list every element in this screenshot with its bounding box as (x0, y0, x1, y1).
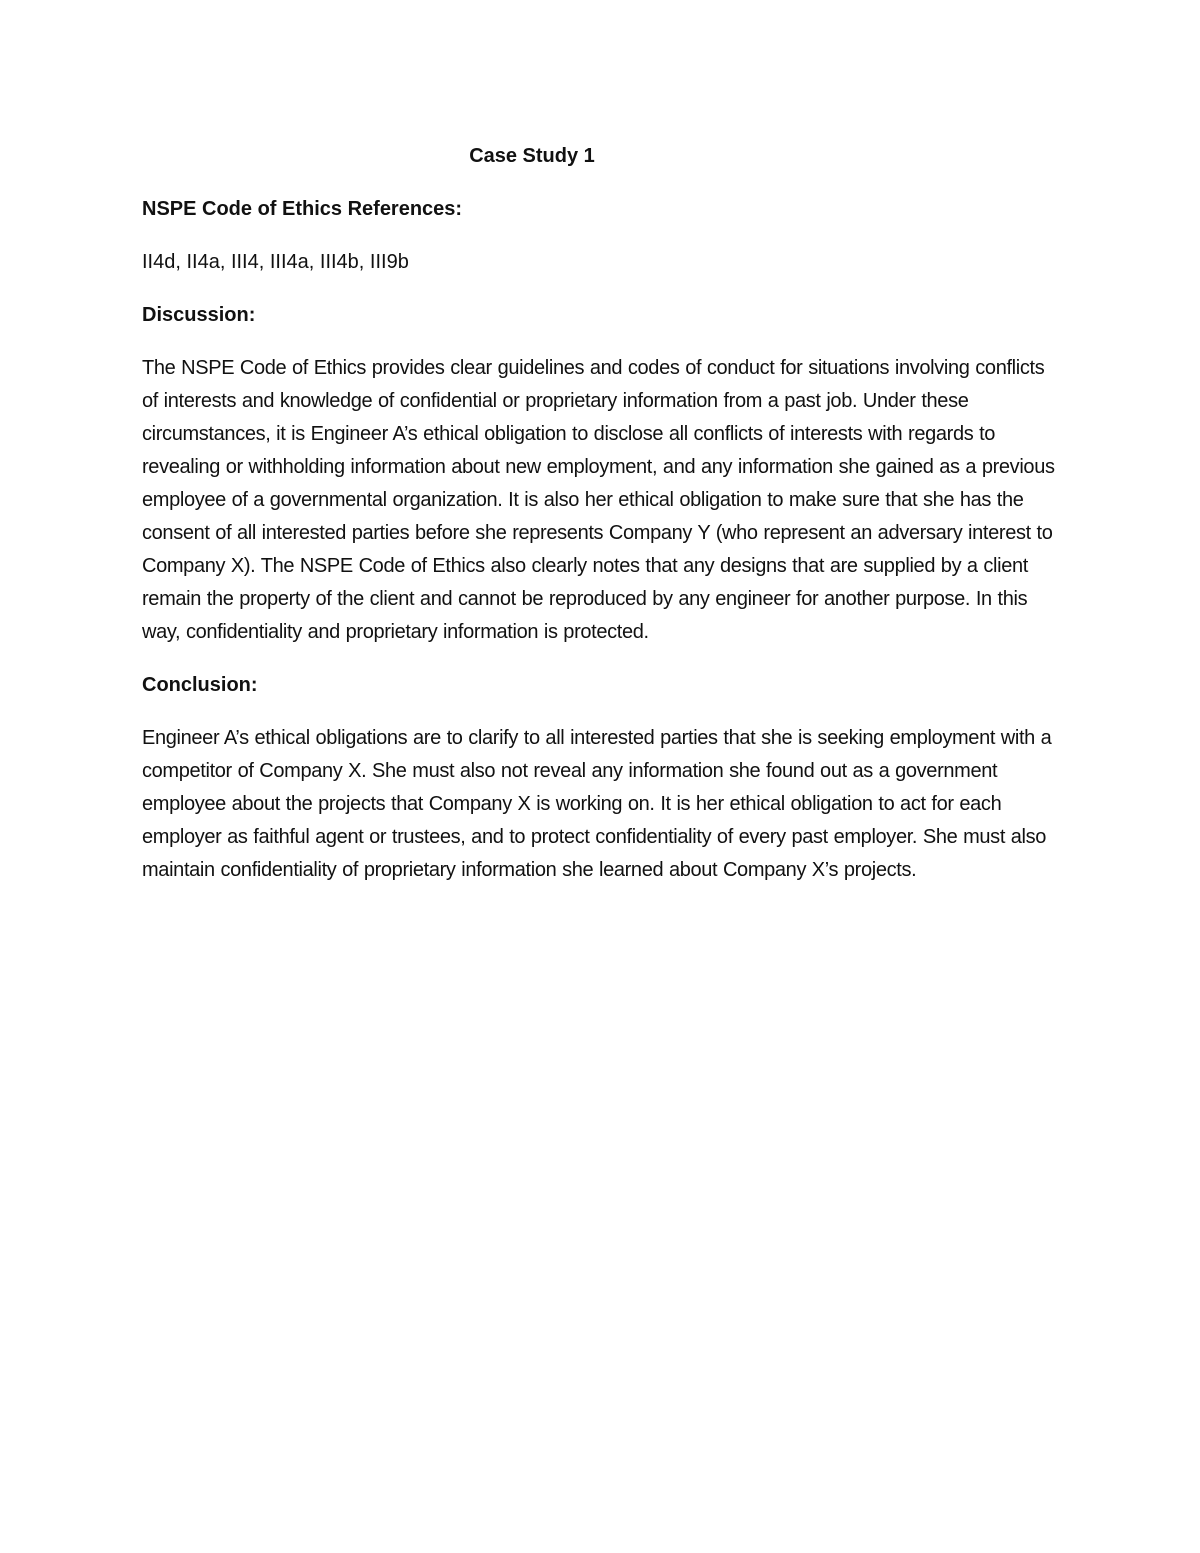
conclusion-paragraph: Engineer A’s ethical obligations are to clarify to all interested parties that she is seeking employment with a competitor of Company X. She must also not reveal any information she found out as a government employee about the projects that Company X is working on. It is her ethical obligation to act for each employer as faithful agent or trustees, and to protect confidentiality of every past employer. She must also maintain confidentiality of proprietary information she learned about Company X’s projects. (142, 727, 1052, 881)
conclusion-heading: Conclusion: (142, 674, 258, 696)
references-heading: NSPE Code of Ethics References: (142, 198, 463, 220)
references-list: II4d, II4a, III4, III4a, III4b, III9b (142, 251, 409, 273)
discussion-heading: Discussion: (142, 304, 256, 326)
document-content (142, 140, 1062, 907)
discussion-paragraph: The NSPE Code of Ethics provides clear guidelines and codes of conduct for situations involving conflicts of interests and knowledge of confidential or proprietary information from a past job. Under these circumstances, it is Engineer A’s ethical obligation to disclose all conflicts of interests with regards to revealing or withholding information about new employment, and any information she gained as a previous employee of a governmental organization. It is also her ethical obligation to make sure that she has the consent of all interested parties before she represents Company Y (who represent an adversary interest to Company X). The NSPE Code of Ethics also clearly notes that any designs that are supplied by a client remain the property of the client and cannot be reproduced by any engineer for another purpose. In this way, confidentiality and proprietary information is protected. (142, 357, 1055, 643)
document-title: Case Study 1 (469, 145, 595, 167)
